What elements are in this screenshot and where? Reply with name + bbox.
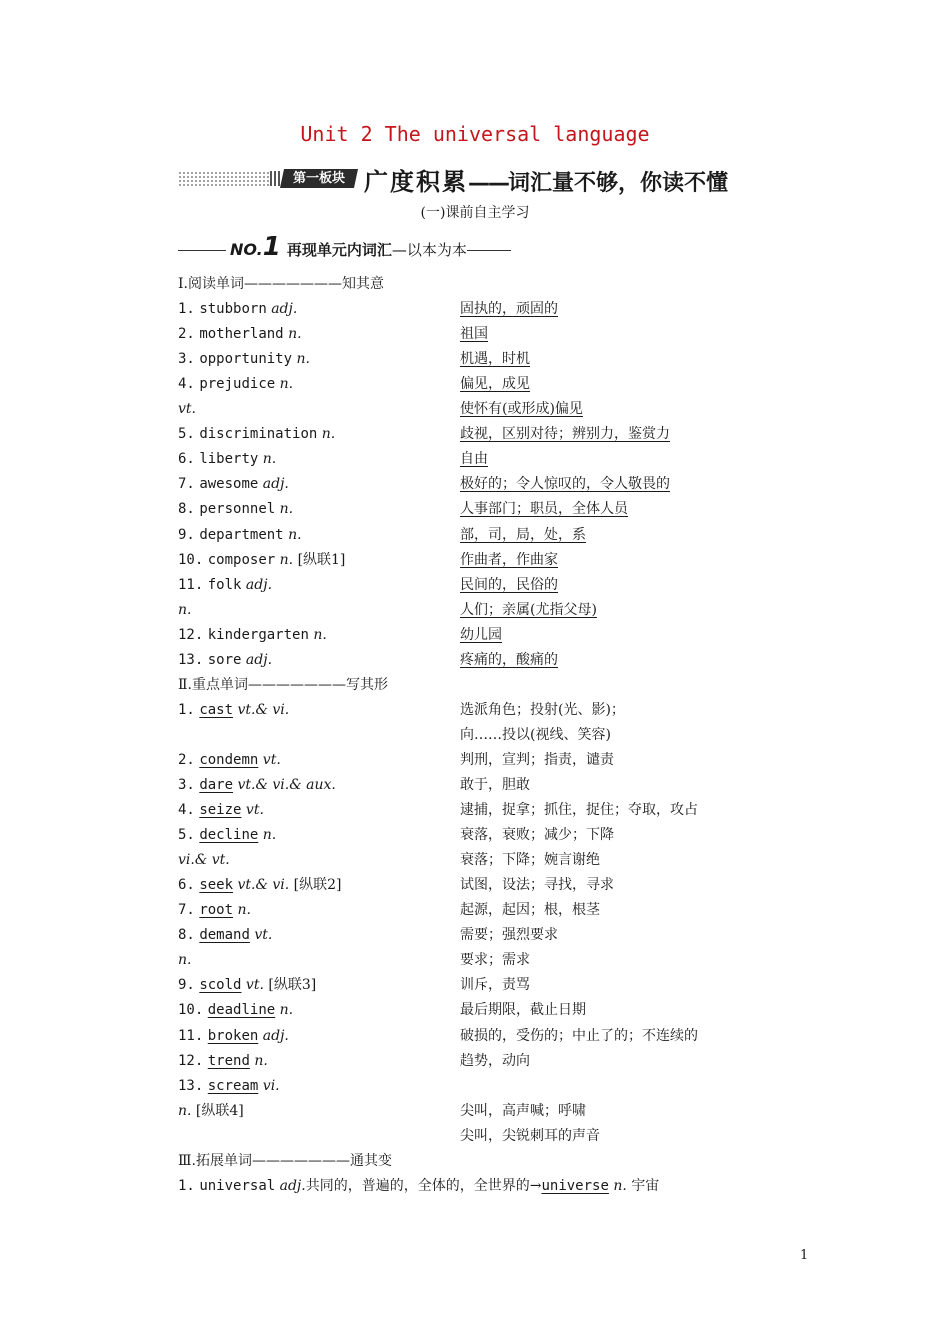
vocab-left — [178, 750, 281, 770]
item-number: 7. — [178, 902, 195, 919]
vocab-meaning: 民间的，民俗的 — [460, 576, 558, 593]
vocab-left — [178, 399, 196, 419]
vocab-left — [178, 900, 251, 920]
item-number: 9. — [178, 526, 195, 543]
item-number: 6. — [178, 451, 195, 468]
vocab-left — [178, 449, 276, 469]
vocab-left — [178, 925, 272, 945]
derived-word: universe — [541, 1177, 609, 1194]
block-badge — [280, 169, 358, 188]
vocab-left — [178, 800, 264, 820]
vocab-meaning: 向……投以(视线、笑容) — [460, 726, 611, 743]
section-heading-row — [178, 274, 778, 299]
item-number: 2. — [178, 326, 195, 343]
vocab-row — [178, 550, 778, 575]
item-number: 1. — [178, 1177, 195, 1194]
banner-heading-dash: —— — [468, 171, 508, 196]
part-of-speech: n. — [237, 902, 251, 919]
vocab-row — [178, 850, 778, 875]
vocab-meaning: 趋势，动向 — [460, 1052, 530, 1069]
vocab-word: decline — [199, 827, 259, 844]
section-heading-row — [178, 675, 778, 700]
cross-ref-tag: [纵联2] — [293, 877, 342, 894]
vocab-left — [178, 850, 230, 870]
vocab-row — [178, 625, 778, 650]
vocab-word: deadline — [207, 1002, 276, 1019]
vocab-row — [178, 700, 778, 725]
dot-pattern-decoration — [178, 171, 270, 186]
part-of-speech: adj. — [262, 476, 289, 493]
vocab-meaning: 衰落；下降；婉言谢绝 — [460, 852, 600, 869]
vocab-meaning: 需要；强烈要求 — [460, 927, 558, 944]
vocab-row — [178, 299, 778, 324]
vocab-meaning: 敢于，胆敢 — [460, 777, 530, 793]
item-number: 5. — [178, 426, 195, 443]
vocab-meaning: 判刑，宣判；指责，谴责 — [460, 751, 614, 768]
vocab-meaning: 选派角色；投射(光、影)； — [460, 701, 625, 718]
item-number: 4. — [178, 802, 195, 819]
vocab-left — [178, 1000, 293, 1020]
vocab-row — [178, 1000, 778, 1025]
vocab-meaning: 逮捕，捉拿；抓住，捉住；夺取，攻占 — [460, 802, 698, 819]
cross-ref-tag: [纵联4] — [195, 1102, 244, 1119]
vocab-row — [178, 750, 778, 775]
section-heading-row — [178, 1151, 778, 1176]
vocab-row — [178, 1051, 778, 1076]
vocab-word: prejudice — [199, 376, 276, 393]
section-no-number: 1 — [262, 232, 281, 262]
vocab-left — [178, 299, 297, 319]
vocab-row — [178, 374, 778, 399]
vocab-word: sore — [207, 651, 242, 668]
vocab-word: root — [199, 902, 234, 919]
item-number: 12. — [178, 626, 204, 643]
part-of-speech: vt.& vi.& aux. — [237, 777, 336, 793]
part-of-speech: n. — [296, 351, 310, 368]
vocab-row — [178, 1026, 778, 1051]
item-number: 8. — [178, 927, 195, 944]
part-of-speech: n. — [279, 1002, 294, 1019]
part-of-speech: n. — [178, 952, 192, 969]
vocab-left — [178, 950, 191, 970]
vocab-word: opportunity — [199, 351, 293, 368]
vocab-row — [178, 825, 778, 850]
vocab-word: liberty — [199, 451, 259, 468]
banner-heading — [364, 162, 728, 197]
section-heading: Ⅱ.重点单词———————写其形 — [178, 676, 388, 693]
section-heading: Ⅰ.阅读单词———————知其意 — [178, 276, 384, 292]
section-heading: Ⅲ.拓展单词———————通其变 — [178, 1152, 392, 1169]
section-no-suffix: —以本为本 — [391, 241, 467, 259]
vocab-left — [178, 1176, 659, 1196]
vocab-meaning: 试图，设法；寻找，寻求 — [460, 877, 614, 894]
vocab-meaning: 自由 — [460, 451, 488, 468]
item-number: 13. — [178, 651, 204, 668]
vocab-left — [178, 550, 345, 570]
vocab-meaning: 祖国 — [460, 326, 488, 343]
vocab-meaning: 要求；需求 — [460, 952, 530, 969]
part-of-speech: adj. — [245, 651, 273, 668]
vocab-left — [178, 1101, 244, 1121]
vocab-left — [178, 775, 336, 795]
vocab-row — [178, 499, 778, 524]
part-of-speech: n. — [178, 601, 192, 618]
vocab-row — [178, 1076, 778, 1101]
vocab-left — [178, 349, 310, 369]
part-of-speech: n. — [288, 526, 302, 543]
vocab-row — [178, 1101, 778, 1126]
vocab-word: department — [199, 526, 284, 543]
part-of-speech: adj. — [271, 301, 298, 318]
part-of-speech: vt. — [178, 401, 196, 418]
vocab-left — [178, 1051, 268, 1071]
vocab-row — [178, 900, 778, 925]
vocab-word: cast — [199, 701, 234, 718]
vocab-left — [178, 975, 316, 995]
page-number: 1 — [800, 1248, 809, 1263]
vocab-row — [178, 600, 778, 625]
item-number: 10. — [178, 1002, 204, 1019]
item-number: 1. — [178, 301, 195, 318]
vocab-row — [178, 800, 778, 825]
part-of-speech: n. — [279, 551, 294, 568]
vocab-meaning: 衰落，衰败；减少；下降 — [460, 827, 614, 844]
vocab-meaning: 破损的，受伤的；中止了的；不连续的 — [460, 1027, 698, 1044]
vocab-word: seek — [199, 877, 234, 894]
vocab-left — [178, 600, 191, 620]
vocab-row — [178, 1126, 778, 1151]
item-number: 11. — [178, 576, 204, 593]
part-of-speech: n. — [321, 426, 336, 443]
vocab-word: folk — [207, 576, 242, 593]
vocab-meaning: 机遇，时机 — [460, 351, 530, 368]
vocab-meaning: 尖叫，尖锐刺耳的声音 — [460, 1127, 600, 1144]
vocab-meaning: 部，司，局，处，系 — [460, 526, 586, 543]
vocab-meaning: 幼儿园 — [460, 626, 502, 643]
vocab-word: demand — [199, 927, 250, 944]
part-of-speech: adj. — [262, 1027, 289, 1044]
vocab-word: kindergarten — [207, 626, 309, 643]
banner-heading-rest: 词汇量不够，你读不懂 — [508, 171, 729, 196]
vocab-word: stubborn — [199, 301, 267, 318]
rule-left — [178, 250, 226, 251]
vocab-left — [178, 700, 289, 720]
vocab-row — [178, 775, 778, 800]
part-of-speech: adj. — [245, 576, 273, 593]
part-of-speech: vi. — [262, 1077, 280, 1094]
vocab-meaning: 疼痛的，酸痛的 — [460, 651, 558, 668]
item-number: 5. — [178, 827, 195, 844]
vocab-row — [178, 650, 778, 675]
vocab-meaning: 人事部门；职员，全体人员 — [460, 501, 628, 518]
vocab-row — [178, 324, 778, 349]
vocab-left — [178, 499, 293, 519]
section-banner — [178, 162, 738, 194]
cross-ref-tag: [纵联1] — [297, 551, 346, 568]
vocab-word: seize — [199, 802, 242, 819]
item-number: 3. — [178, 351, 195, 368]
block-badge-label: 第一板块 — [292, 171, 345, 186]
derived-meaning: 宇宙 — [631, 1177, 660, 1194]
vocab-row — [178, 975, 778, 1000]
vocab-meaning: 使怀有(或形成)偏见 — [460, 401, 583, 418]
part-of-speech: n. — [262, 451, 277, 468]
part-of-speech: n. — [279, 501, 294, 518]
part-of-speech: n. — [313, 626, 327, 643]
vocab-word: scold — [199, 977, 242, 994]
part-of-speech: adj. — [279, 1177, 306, 1194]
vocab-left — [178, 650, 272, 670]
item-number: 7. — [178, 476, 195, 493]
part-of-speech: n. — [254, 1052, 268, 1069]
item-number: 9. — [178, 977, 195, 994]
item-number: 11. — [178, 1027, 204, 1044]
vocab-meaning: 人们；亲属(尤指父母) — [460, 601, 597, 618]
vocab-left — [178, 625, 327, 645]
vocab-row — [178, 875, 778, 900]
part-of-speech: n. — [279, 376, 294, 393]
part-of-speech: vt. — [254, 927, 273, 944]
part-of-speech: n. — [178, 1102, 192, 1119]
vocab-left — [178, 324, 302, 344]
vocab-meaning: 作曲者，作曲家 — [460, 551, 558, 568]
part-of-speech: n. — [262, 827, 277, 844]
vocab-meaning: 最后期限，截止日期 — [460, 1002, 586, 1019]
vocab-word: universal — [199, 1177, 276, 1194]
vocab-row — [178, 575, 778, 600]
vocab-word: motherland — [199, 326, 284, 343]
vocab-row — [178, 349, 778, 374]
vocab-left — [178, 424, 335, 444]
item-number: 8. — [178, 501, 195, 518]
vocab-word: dare — [199, 777, 234, 793]
vocab-row — [178, 925, 778, 950]
vocab-row — [178, 525, 778, 550]
vocab-meaning: 偏见，成见 — [460, 376, 530, 393]
vocab-left — [178, 525, 302, 545]
vocab-row — [178, 474, 778, 499]
vocab-left — [178, 575, 272, 595]
section-no-prefix: NO. — [230, 240, 263, 259]
vocab-meaning: 极好的；令人惊叹的，令人敬畏的 — [460, 476, 670, 493]
part-of-speech: vt.& vi. — [237, 701, 290, 718]
unit-title: Unit 2 The universal language — [300, 122, 650, 146]
item-number: 12. — [178, 1052, 204, 1069]
vocab-meaning: 歧视，区别对待；辨别力，鉴赏力 — [460, 426, 670, 443]
part-of-speech: n. — [288, 326, 302, 343]
derived-pos: n. — [613, 1177, 627, 1194]
vocab-left — [178, 474, 289, 494]
vocab-word: condemn — [199, 751, 259, 768]
item-number: 13. — [178, 1077, 204, 1094]
vocab-word: scream — [207, 1077, 259, 1094]
vocab-row — [178, 950, 778, 975]
vocab-left — [178, 1076, 280, 1096]
part-of-speech: vt.& vi. — [237, 877, 290, 894]
section-no-heading — [178, 232, 511, 262]
vocab-word: personnel — [199, 501, 276, 518]
item-number: 1. — [178, 701, 195, 718]
part-of-speech: vi.& vt. — [178, 852, 230, 869]
cross-ref-tag: [纵联3] — [268, 977, 317, 994]
vocab-row — [178, 1176, 778, 1201]
vocab-left — [178, 1026, 289, 1046]
vocab-meaning: 起源，起因；根，根茎 — [460, 902, 600, 919]
sub-heading: (一)课前自主学习 — [420, 205, 530, 221]
section-no-title: 再现单元内词汇 — [286, 241, 392, 259]
vocab-meaning: 训斥，责骂 — [460, 977, 530, 994]
part-of-speech: vt. — [245, 802, 264, 819]
vocab-word: discrimination — [199, 426, 318, 443]
item-number: 4. — [178, 376, 195, 393]
vocab-row — [178, 725, 778, 750]
vocab-meaning: 共同的，普遍的，全体的，全世界的→ — [305, 1177, 542, 1194]
part-of-speech: vt. — [245, 977, 264, 994]
vocab-meaning: 尖叫，高声喊；呼啸 — [460, 1102, 586, 1119]
item-number: 10. — [178, 551, 204, 568]
banner-heading-main: 广度积累 — [364, 168, 468, 196]
item-number: 3. — [178, 777, 195, 793]
vocab-word: composer — [207, 551, 276, 568]
vocab-left — [178, 875, 342, 895]
vocab-left — [178, 825, 276, 845]
vocab-row — [178, 449, 778, 474]
part-of-speech: vt. — [262, 751, 281, 768]
vocab-word: awesome — [199, 476, 259, 493]
vocab-word: trend — [207, 1052, 250, 1069]
item-number: 6. — [178, 877, 195, 894]
vocab-row — [178, 399, 778, 424]
vocab-row — [178, 424, 778, 449]
rule-right — [467, 250, 511, 251]
item-number: 2. — [178, 751, 195, 768]
vocab-meaning: 固执的，顽固的 — [460, 301, 558, 318]
vocab-word: broken — [207, 1027, 259, 1044]
vocab-left — [178, 374, 293, 394]
